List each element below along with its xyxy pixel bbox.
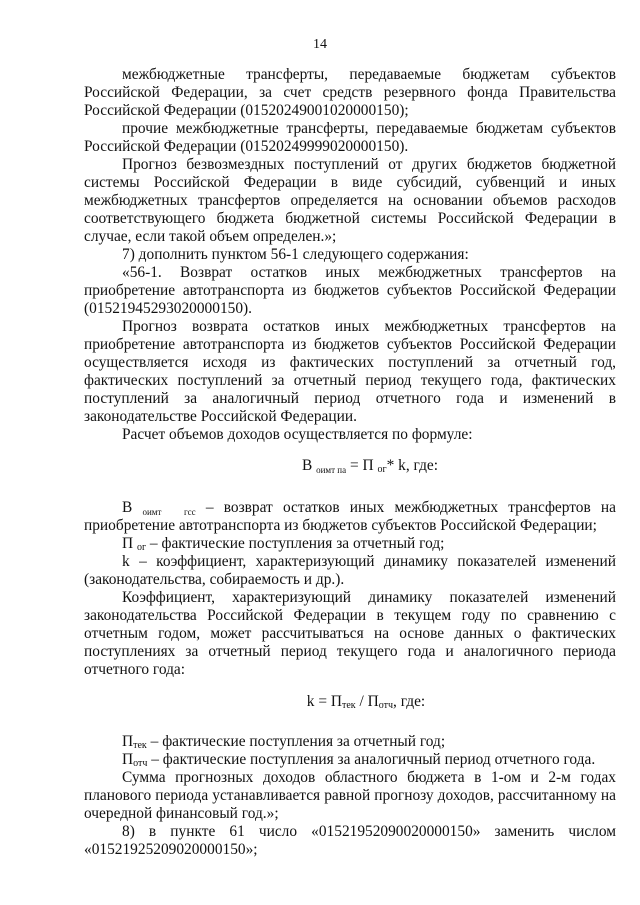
formula-1-rhs: П	[362, 457, 378, 474]
formula-2-sub-1: тек	[341, 700, 356, 711]
paragraph-item-8: 8) в пункте 61 число «01521952090020000150» заменить числом «01521925209020000150»;	[84, 823, 616, 858]
paragraph-other-transfers: прочие межбюджетные трансферты, передаваемые бюджетам субъектов Российской Федерации (01520249999020000150).	[84, 120, 616, 155]
definition-p-tek-symbol: П	[122, 733, 134, 750]
formula-1-lhs: В	[301, 457, 317, 474]
formula-1-equals: =	[346, 457, 363, 474]
definition-k: k – коэффициент, характеризующий динамику показателей изменений (законодательства, собираемость и др.).	[84, 553, 616, 588]
formula-1-lhs-subscript: оимт па	[316, 465, 347, 475]
definition-p-otch-text: – фактические поступления за аналогичный период отчетного года.	[147, 751, 596, 768]
paragraph-item-56-1: «56-1. Возврат остатков иных межбюджетных трансфертов на приобретение автотранспорта из бюджетов субъектов Российской Федерации (01521945293020000150).	[84, 264, 616, 317]
formula-2-sub-2: отч	[378, 700, 394, 711]
definition-p-og-text: – фактические поступления за отчетный год;	[146, 535, 445, 552]
paragraph-calculation-intro: Расчет объемов доходов осуществляется по формуле:	[122, 426, 473, 443]
definition-b-text: – возврат остатков иных межбюджетных трансфертов на приобретение автотранспорта из бюджетов субъектов Российской Федерации;	[84, 499, 616, 534]
paragraph-forecast-free-receipts: Прогноз безвозмездных поступлений от других бюджетов бюджетной системы Российской Федерации в виде субсидий, субвенций и иных межбюджетных трансфертов определяется на основании объемов расходов соответствующего бюджета бюджетной системы Российской Федерации в случае, если такой объем определен.»;	[84, 156, 616, 245]
definition-p-og-subscript: ог	[136, 542, 147, 553]
definition-p-tek-text: – фактические поступления за отчетный год;	[146, 733, 446, 750]
definition-b-subscript: оимт гсс	[142, 507, 196, 517]
paragraph-coefficient: Коэффициент, характеризующий динамику показателей изменений законодательства Российской Федерации в текущем году по сравнению с отчетным годом, может рассчитываться на основе данных о фактических поступлениях за отчетный период текущего года и аналогичного периода отчетного года:	[84, 589, 616, 678]
definition-p-og	[84, 535, 616, 553]
paragraph-transfers-reserve-fund: межбюджетные трансферты, передаваемые бюджетам субъектов Российской Федерации, за счет средств резервного фонда Правительства Российской Федерации (01520249001020000150);	[84, 66, 616, 119]
definition-p-otch-symbol: П	[122, 751, 134, 768]
definition-p-otch-subscript: отч	[133, 758, 148, 769]
formula-2-slash: / П	[355, 693, 379, 710]
definition-b-symbol: В	[122, 499, 133, 516]
paragraph-forecast-sum: Сумма прогнозных доходов областного бюджета в 1-ом и 2-м годах планового периода устанавливается равной прогнозу доходов, рассчитанному на очередной финансовый год.»;	[84, 769, 616, 822]
formula-2-lhs: k = П	[306, 693, 342, 710]
definition-p-og-symbol: П	[122, 535, 137, 552]
document-body	[84, 66, 616, 859]
page-number: 14	[313, 37, 327, 52]
paragraph-item-7: 7) дополнить пунктом 56-1 следующего содержания:	[122, 246, 469, 263]
definition-p-tek-subscript: тек	[133, 740, 147, 751]
paragraph-return-forecast: Прогноз возврата остатков иных межбюджетных трансфертов на приобретение автотранспорта из бюджетов субъектов Российской Федерации осуществляется исходя из фактических поступлений за отчетный год, фактических поступлений за отчетный период текущего года, фактических поступлений за аналогичный период отчетного года и изменений в законодательстве Российской Федерации.	[84, 318, 616, 425]
definition-p-tek	[84, 733, 616, 751]
definition-b	[84, 499, 616, 535]
formula-2	[84, 693, 616, 711]
formula-2-tail: , где:	[393, 693, 426, 710]
definition-p-otch	[84, 751, 616, 769]
formula-1-rhs-subscript: ог	[377, 464, 387, 475]
formula-1	[84, 457, 616, 475]
formula-1-tail: * k, где:	[386, 457, 439, 474]
